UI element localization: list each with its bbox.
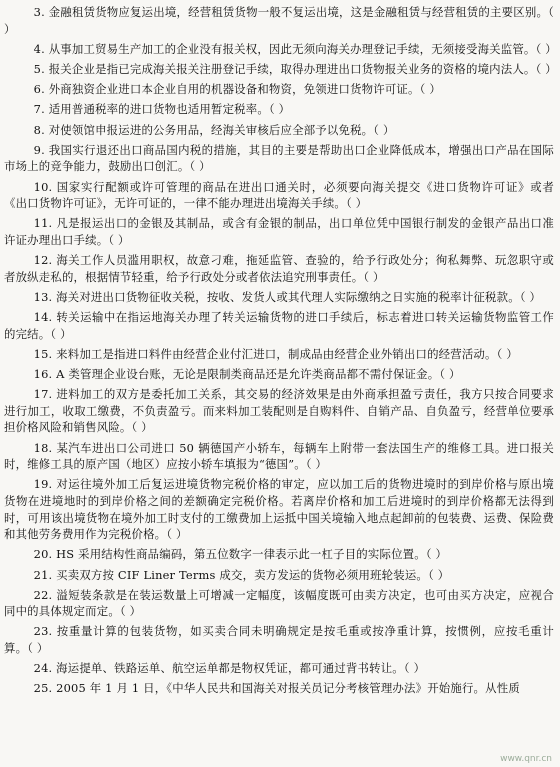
question-item: 12. 海关工作人员滥用职权，故意刁难，拖延监管、查验的，给予行政处分；徇私舞弊、玩忽职守或者放纵走私的，根据情节轻重，给予行政处分或者依法追究刑事责任。（ ） bbox=[4, 253, 554, 284]
question-item: 14. 转关运输中在指运地海关办理了转关运输货物的进口手续后，标志着进口转关运输货物监管工作的完结。（ ） bbox=[4, 310, 554, 341]
question-list bbox=[4, 4, 557, 701]
question-item: 18. 某汽车进出口公司进口 50 辆德国产小轿车，每辆车上附带一套法国生产的维修工具。进口报关时，维修工具的原产国（地区）应按小轿车填报为“德国”。（ ） bbox=[4, 440, 554, 472]
question-item: 10. 国家实行配额或许可管理的商品在进出口通关时，必须要向海关提交《进口货物许可证》或者《出口货物许可证》，无许可证的，一律不能办理进出境海关手续。（ ） bbox=[4, 179, 554, 211]
question-item: 8. 对使领馆申报运进的公务用品，经海关审核后应全部予以免税。（ ） bbox=[33, 122, 395, 137]
question-item: 22. 溢短装条款是在装运数量上可增减一定幅度，该幅度既可由卖方决定，也可由买方决定，应视合同中的具体规定而定。（ ） bbox=[4, 587, 554, 619]
question-item: 15. 来料加工是指进口料件由经营企业付汇进口，制成品由经营企业外销出口的经营活动。（ ） bbox=[33, 346, 518, 361]
question-item: 23. 按重量计算的包装货物，如买卖合同未明确规定是按毛重或按净重计算，按惯例，应按毛重计算。（ ） bbox=[4, 624, 554, 656]
question-item: 21. 买卖双方按 CIF Liner Terms 成交，卖方发运的货物必须用班轮装运。（ ） bbox=[33, 567, 450, 582]
question-item: 16. A 类管理企业设台账，无论是限制类商品还是允许类商品都不需付保证金。（ ） bbox=[33, 367, 461, 381]
question-item: 6. 外商独资企业进口本企业自用的机器设备和物资，免领进口货物许可证。（ ） bbox=[33, 82, 441, 97]
question-item: 11. 凡是报运出口的金银及其制品，或含有金银的制品，出口单位凭中国银行制发的金银产品出口准许证办理出口手续。（ ） bbox=[4, 216, 554, 247]
question-item: 4. 从事加工贸易生产加工的企业没有报关权，因此无须向海关办理登记手续，无须接受海关监管。（ ） bbox=[33, 41, 557, 56]
question-item: 3. 金融租赁货物应复运出境，经营租赁货物一般不复运出境，这是金融租赁与经营租赁的主要区别。（ ） bbox=[4, 5, 554, 36]
question-item: 9. 我国实行退还出口商品国内税的措施，其目的主要是帮助出口企业降低成本，增强出口产品在国际市场上的竞争能力，鼓励出口创汇。（ ） bbox=[4, 142, 554, 174]
question-item: 5. 报关企业是指已完成海关报关注册登记手续，取得办理进出口货物报关业务的资格的境内法人。（ ） bbox=[33, 61, 557, 76]
question-item: 13. 海关对进出口货物征收关税，按收、发货人或其代理人实际缴纳之日实施的税率计征税款。（ ） bbox=[33, 289, 542, 304]
question-item: 25. 2005 年 1 月 1 日，《中华人民共和国海关对报关员记分考核管理办法》开始施行。从性质 bbox=[33, 681, 520, 696]
question-item: 19. 对运往境外加工后复运进境货物完税价格的审定，应以加工后的货物进境时的到岸价格与原出境货物在进境地时的到岸价格之间的差额确定完税价格。若离岸价格和加工后进境时的到岸价格都无法得到时，可用该出境货物在境外加工时支付的工缴费加上运抵中国关境输入地点起卸前的包装费、运费、保险费和其他劳务费用作为完税价格。（ ） bbox=[4, 477, 554, 542]
question-item: 17. 进料加工的双方是委托加工关系，其交易的经济效果是由外商承担盈亏责任，我方只按合同要求进行加工，收取工缴费，不负责盈亏。而来料加工装配则是自购料件、自销产品、自负盈亏，经营单位要承担价格风险和销售风险。（ ） bbox=[4, 387, 554, 435]
site-watermark: www.qnr.cn bbox=[500, 754, 552, 764]
question-item: 7. 适用普通税率的进口货物也适用暂定税率。（ ） bbox=[33, 102, 291, 117]
question-item: 24. 海运提单、铁路运单、航空运单都是物权凭证，都可通过背书转让。（ ） bbox=[33, 661, 426, 676]
question-item: 20. HS 采用结构性商品编码，第五位数字一律表示此一杠子目的实际位置。（ ） bbox=[33, 547, 448, 562]
